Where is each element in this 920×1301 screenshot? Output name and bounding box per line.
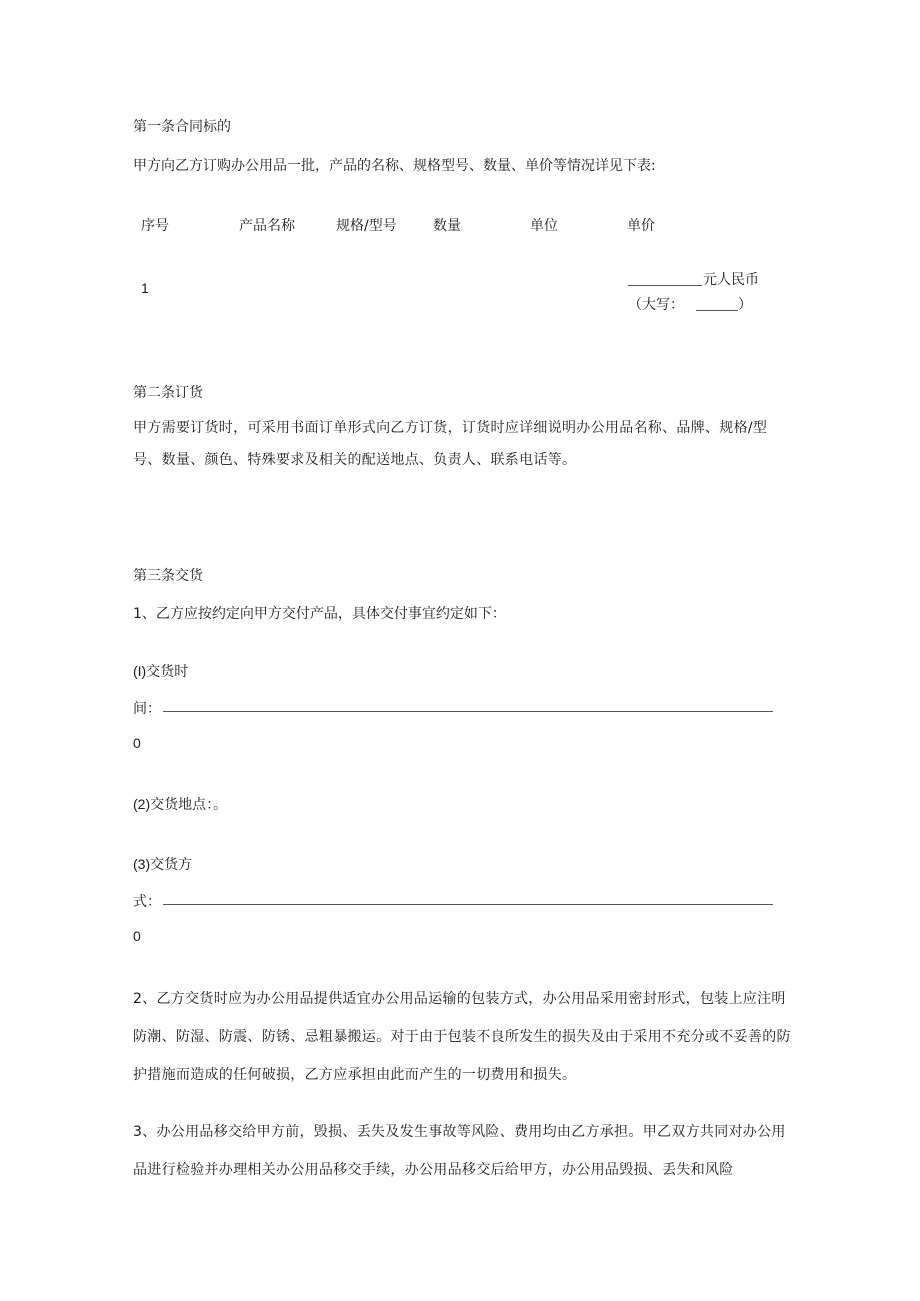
delivery-method-label: (3)交货方 <box>133 856 193 872</box>
table-header-price: 单价 <box>627 218 655 234</box>
delivery-method-blank <box>163 904 773 905</box>
table-header-unit: 单位 <box>530 218 558 234</box>
capital-blank <box>696 310 738 311</box>
delivery-time-label: (I)交货时 <box>133 663 189 679</box>
price-blank <box>628 285 702 286</box>
delivery-method-end: 0 <box>133 928 141 944</box>
delivery-place: (2)交货地点：。 <box>133 796 228 812</box>
article1-heading: 第一条合同标的 <box>133 119 231 135</box>
table-header-quantity: 数量 <box>433 218 461 234</box>
delivery-time-blank <box>163 711 773 712</box>
delivery-time-label-cont: 间： <box>133 701 161 717</box>
capital-suffix: ） <box>738 297 752 313</box>
table-header-name: 产品名称 <box>239 218 295 234</box>
article2-heading: 第二条订货 <box>133 385 203 401</box>
article3-item1-intro: 1、乙方应按约定向甲方交付产品，具体交付事宜约定如下： <box>133 606 506 622</box>
delivery-time-end: 0 <box>133 735 141 751</box>
table-header-index: 序号 <box>141 218 169 234</box>
capital-prefix: （大写： <box>628 297 684 313</box>
table-row-index: 1 <box>141 280 149 296</box>
article3-item3: 3、办公用品移交给甲方前，毁损、丢失及发生事故等风险、费用均由乙方承担。甲乙双方共同对办公用品进行检验并办理相关办公用品移交手续，办公用品移交后给甲方，办公用品毁损、丢失和风险 <box>133 1124 786 1178</box>
article1-intro: 甲方向乙方订购办公用品一批，产品的名称、规格型号、数量、单价等情况详见下表: <box>133 158 656 174</box>
table-header-spec: 规格/型号 <box>336 218 397 234</box>
article2-body: 甲方需要订货时，可采用书面订单形式向乙方订货，订货时应详细说明办公用品名称、品牌、规格/型号、数量、颜色、特殊要求及相关的配送地点、负责人、联系电话等。 <box>133 420 768 468</box>
article3-heading: 第三条交货 <box>133 568 203 584</box>
article3-item2: 2、乙方交货时应为办公用品提供适宜办公用品运输的包装方式，办公用品采用密封形式，包装上应注明防潮、防湿、防震、防锈、忌粗暴搬运。对于由于包装不良所发生的损失及由于采用不充分或不妥善的防护措施而造成的任何破损，乙方应承担由此而产生的一切费用和损失。 <box>133 991 791 1083</box>
delivery-method-label-cont: 式： <box>133 894 161 910</box>
price-suffix: 元人民币 <box>703 272 759 288</box>
